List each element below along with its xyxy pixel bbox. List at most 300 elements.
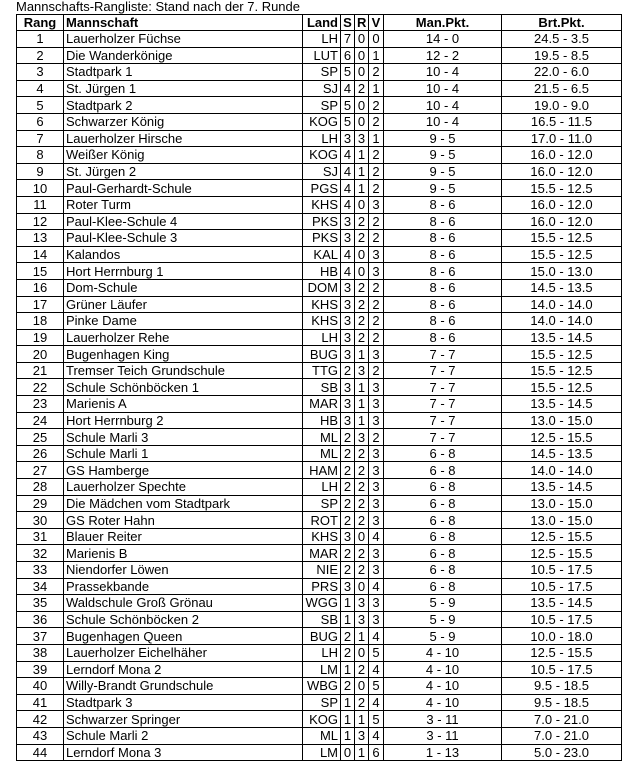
- board-points-cell: 13.5 - 14.5: [502, 595, 622, 612]
- losses-cell: 3: [369, 462, 384, 479]
- rank-cell: 15: [17, 263, 64, 280]
- team-name-cell: Roter Turm: [64, 196, 303, 213]
- match-points-cell: 6 - 8: [384, 495, 502, 512]
- land-code-cell: ML: [303, 727, 341, 744]
- losses-cell: 2: [369, 296, 384, 313]
- land-code-cell: LH: [303, 130, 341, 147]
- land-code-cell: LH: [303, 31, 341, 48]
- rank-cell: 43: [17, 727, 64, 744]
- board-points-cell: 10.5 - 17.5: [502, 562, 622, 579]
- wins-cell: 4: [341, 80, 355, 97]
- losses-cell: 3: [369, 512, 384, 529]
- header-row: [17, 15, 622, 31]
- draws-cell: 0: [355, 246, 369, 263]
- land-code-cell: TTG: [303, 362, 341, 379]
- losses-cell: 3: [369, 263, 384, 280]
- losses-cell: 1: [369, 80, 384, 97]
- draws-cell: 0: [355, 528, 369, 545]
- losses-cell: 4: [369, 727, 384, 744]
- wins-cell: 3: [341, 412, 355, 429]
- losses-cell: 1: [369, 47, 384, 64]
- table-row: [17, 246, 622, 263]
- wins-cell: 1: [341, 694, 355, 711]
- board-points-cell: 16.0 - 12.0: [502, 196, 622, 213]
- team-name-cell: Schwarzer Springer: [64, 711, 303, 728]
- draws-cell: 2: [355, 279, 369, 296]
- board-points-cell: 10.5 - 17.5: [502, 611, 622, 628]
- draws-cell: 2: [355, 313, 369, 330]
- draws-cell: 0: [355, 263, 369, 280]
- match-points-cell: 6 - 8: [384, 578, 502, 595]
- draws-cell: 0: [355, 47, 369, 64]
- team-name-cell: Stadtpark 3: [64, 694, 303, 711]
- match-points-cell: 3 - 11: [384, 727, 502, 744]
- table-row: [17, 263, 622, 280]
- rank-cell: 16: [17, 279, 64, 296]
- board-points-cell: 17.0 - 11.0: [502, 130, 622, 147]
- match-points-cell: 6 - 8: [384, 545, 502, 562]
- land-code-cell: HB: [303, 263, 341, 280]
- rank-cell: 30: [17, 512, 64, 529]
- rank-cell: 23: [17, 396, 64, 413]
- land-code-cell: SP: [303, 694, 341, 711]
- board-points-cell: 19.5 - 8.5: [502, 47, 622, 64]
- match-points-cell: 7 - 7: [384, 379, 502, 396]
- wins-cell: 1: [341, 661, 355, 678]
- draws-cell: 3: [355, 611, 369, 628]
- rank-cell: 37: [17, 628, 64, 645]
- losses-cell: 5: [369, 678, 384, 695]
- board-points-cell: 14.5 - 13.5: [502, 279, 622, 296]
- rank-cell: 21: [17, 362, 64, 379]
- draws-cell: 0: [355, 31, 369, 48]
- team-name-cell: GS Hamberge: [64, 462, 303, 479]
- draws-cell: 0: [355, 644, 369, 661]
- team-name-cell: GS Roter Hahn: [64, 512, 303, 529]
- draws-cell: 3: [355, 130, 369, 147]
- team-name-cell: Grüner Läufer: [64, 296, 303, 313]
- wins-cell: 3: [341, 578, 355, 595]
- wins-cell: 2: [341, 628, 355, 645]
- table-row: [17, 495, 622, 512]
- draws-cell: 0: [355, 97, 369, 114]
- losses-cell: 6: [369, 744, 384, 761]
- table-row: [17, 64, 622, 81]
- board-points-cell: 5.0 - 23.0: [502, 744, 622, 761]
- table-row: [17, 429, 622, 446]
- land-code-cell: SB: [303, 611, 341, 628]
- draws-cell: 1: [355, 180, 369, 197]
- match-points-cell: 6 - 8: [384, 562, 502, 579]
- header-brt-pkt: Brt.Pkt.: [502, 15, 622, 31]
- match-points-cell: 10 - 4: [384, 97, 502, 114]
- match-points-cell: 6 - 8: [384, 512, 502, 529]
- wins-cell: 2: [341, 678, 355, 695]
- board-points-cell: 16.0 - 12.0: [502, 213, 622, 230]
- wins-cell: 5: [341, 64, 355, 81]
- team-name-cell: St. Jürgen 2: [64, 163, 303, 180]
- table-row: [17, 512, 622, 529]
- rank-cell: 5: [17, 97, 64, 114]
- land-code-cell: BUG: [303, 628, 341, 645]
- rank-cell: 44: [17, 744, 64, 761]
- match-points-cell: 6 - 8: [384, 462, 502, 479]
- team-name-cell: Schule Marli 2: [64, 727, 303, 744]
- board-points-cell: 14.0 - 14.0: [502, 313, 622, 330]
- losses-cell: 0: [369, 31, 384, 48]
- table-row: [17, 562, 622, 579]
- match-points-cell: 7 - 7: [384, 346, 502, 363]
- board-points-cell: 15.5 - 12.5: [502, 379, 622, 396]
- wins-cell: 3: [341, 230, 355, 247]
- losses-cell: 2: [369, 163, 384, 180]
- board-points-cell: 10.5 - 17.5: [502, 661, 622, 678]
- team-name-cell: Die Mädchen vom Stadtpark: [64, 495, 303, 512]
- team-name-cell: Kalandos: [64, 246, 303, 263]
- losses-cell: 2: [369, 230, 384, 247]
- land-code-cell: SP: [303, 97, 341, 114]
- team-name-cell: Die Wanderkönige: [64, 47, 303, 64]
- rank-cell: 33: [17, 562, 64, 579]
- board-points-cell: 16.5 - 11.5: [502, 113, 622, 130]
- board-points-cell: 15.0 - 13.0: [502, 263, 622, 280]
- rank-cell: 12: [17, 213, 64, 230]
- team-name-cell: Bugenhagen King: [64, 346, 303, 363]
- land-code-cell: WGG: [303, 595, 341, 612]
- losses-cell: 3: [369, 246, 384, 263]
- board-points-cell: 9.5 - 18.5: [502, 678, 622, 695]
- wins-cell: 2: [341, 362, 355, 379]
- wins-cell: 3: [341, 213, 355, 230]
- header-s: S: [341, 15, 355, 31]
- team-name-cell: Weißer König: [64, 147, 303, 164]
- rank-cell: 29: [17, 495, 64, 512]
- table-row: [17, 694, 622, 711]
- rank-cell: 2: [17, 47, 64, 64]
- team-name-cell: Stadtpark 2: [64, 97, 303, 114]
- land-code-cell: SP: [303, 64, 341, 81]
- rank-cell: 31: [17, 528, 64, 545]
- table-row: [17, 97, 622, 114]
- table-row: [17, 213, 622, 230]
- draws-cell: 1: [355, 412, 369, 429]
- match-points-cell: 7 - 7: [384, 412, 502, 429]
- board-points-cell: 12.5 - 15.5: [502, 545, 622, 562]
- draws-cell: 2: [355, 80, 369, 97]
- losses-cell: 2: [369, 362, 384, 379]
- wins-cell: 1: [341, 595, 355, 612]
- land-code-cell: SB: [303, 379, 341, 396]
- wins-cell: 4: [341, 196, 355, 213]
- wins-cell: 0: [341, 744, 355, 761]
- losses-cell: 4: [369, 628, 384, 645]
- rank-cell: 14: [17, 246, 64, 263]
- draws-cell: 0: [355, 64, 369, 81]
- losses-cell: 2: [369, 329, 384, 346]
- board-points-cell: 13.5 - 14.5: [502, 396, 622, 413]
- rank-cell: 32: [17, 545, 64, 562]
- losses-cell: 3: [369, 445, 384, 462]
- rank-cell: 4: [17, 80, 64, 97]
- draws-cell: 2: [355, 661, 369, 678]
- losses-cell: 3: [369, 196, 384, 213]
- team-name-cell: Marienis A: [64, 396, 303, 413]
- table-row: [17, 230, 622, 247]
- match-points-cell: 10 - 4: [384, 80, 502, 97]
- wins-cell: 2: [341, 479, 355, 496]
- draws-cell: 3: [355, 362, 369, 379]
- rank-cell: 20: [17, 346, 64, 363]
- draws-cell: 0: [355, 678, 369, 695]
- land-code-cell: NIE: [303, 562, 341, 579]
- match-points-cell: 8 - 6: [384, 279, 502, 296]
- team-name-cell: Schule Marli 3: [64, 429, 303, 446]
- match-points-cell: 8 - 6: [384, 196, 502, 213]
- team-name-cell: Prassekbande: [64, 578, 303, 595]
- header-mannschaft: Mannschaft: [64, 15, 303, 31]
- board-points-cell: 14.0 - 14.0: [502, 462, 622, 479]
- land-code-cell: LH: [303, 644, 341, 661]
- match-points-cell: 9 - 5: [384, 180, 502, 197]
- match-points-cell: 3 - 11: [384, 711, 502, 728]
- wins-cell: 3: [341, 313, 355, 330]
- table-row: [17, 147, 622, 164]
- match-points-cell: 8 - 6: [384, 263, 502, 280]
- table-row: [17, 163, 622, 180]
- header-land: Land: [303, 15, 341, 31]
- draws-cell: 1: [355, 744, 369, 761]
- draws-cell: 0: [355, 578, 369, 595]
- rank-cell: 9: [17, 163, 64, 180]
- rank-cell: 18: [17, 313, 64, 330]
- match-points-cell: 6 - 8: [384, 445, 502, 462]
- wins-cell: 3: [341, 329, 355, 346]
- draws-cell: 2: [355, 495, 369, 512]
- draws-cell: 2: [355, 230, 369, 247]
- land-code-cell: LH: [303, 479, 341, 496]
- land-code-cell: MAR: [303, 545, 341, 562]
- land-code-cell: MAR: [303, 396, 341, 413]
- team-name-cell: Hort Herrnburg 2: [64, 412, 303, 429]
- match-points-cell: 12 - 2: [384, 47, 502, 64]
- losses-cell: 2: [369, 180, 384, 197]
- losses-cell: 3: [369, 412, 384, 429]
- rank-cell: 40: [17, 678, 64, 695]
- match-points-cell: 9 - 5: [384, 147, 502, 164]
- table-row: [17, 611, 622, 628]
- team-name-cell: Paul-Klee-Schule 4: [64, 213, 303, 230]
- header-man-pkt: Man.Pkt.: [384, 15, 502, 31]
- team-name-cell: Lauerholzer Hirsche: [64, 130, 303, 147]
- team-name-cell: Lauerholzer Eichelhäher: [64, 644, 303, 661]
- losses-cell: 3: [369, 562, 384, 579]
- draws-cell: 0: [355, 196, 369, 213]
- land-code-cell: WBG: [303, 678, 341, 695]
- table-row: [17, 578, 622, 595]
- rank-cell: 39: [17, 661, 64, 678]
- table-row: [17, 362, 622, 379]
- draws-cell: 2: [355, 445, 369, 462]
- losses-cell: 3: [369, 545, 384, 562]
- board-points-cell: 10.0 - 18.0: [502, 628, 622, 645]
- land-code-cell: SP: [303, 495, 341, 512]
- team-name-cell: Schule Schönböcken 2: [64, 611, 303, 628]
- draws-cell: 1: [355, 163, 369, 180]
- table-row: [17, 711, 622, 728]
- header-r: R: [355, 15, 369, 31]
- board-points-cell: 12.5 - 15.5: [502, 528, 622, 545]
- board-points-cell: 12.5 - 15.5: [502, 644, 622, 661]
- land-code-cell: DOM: [303, 279, 341, 296]
- team-name-cell: Schwarzer König: [64, 113, 303, 130]
- board-points-cell: 15.5 - 12.5: [502, 246, 622, 263]
- draws-cell: 1: [355, 379, 369, 396]
- wins-cell: 1: [341, 611, 355, 628]
- wins-cell: 6: [341, 47, 355, 64]
- team-name-cell: Paul-Gerhardt-Schule: [64, 180, 303, 197]
- land-code-cell: LM: [303, 661, 341, 678]
- board-points-cell: 16.0 - 12.0: [502, 163, 622, 180]
- rank-cell: 25: [17, 429, 64, 446]
- draws-cell: 2: [355, 562, 369, 579]
- draws-cell: 2: [355, 462, 369, 479]
- losses-cell: 2: [369, 279, 384, 296]
- match-points-cell: 8 - 6: [384, 313, 502, 330]
- board-points-cell: 13.0 - 15.0: [502, 495, 622, 512]
- wins-cell: 1: [341, 711, 355, 728]
- rank-cell: 6: [17, 113, 64, 130]
- table-row: [17, 346, 622, 363]
- table-row: [17, 744, 622, 761]
- board-points-cell: 14.5 - 13.5: [502, 445, 622, 462]
- rank-cell: 26: [17, 445, 64, 462]
- rank-cell: 13: [17, 230, 64, 247]
- board-points-cell: 13.0 - 15.0: [502, 512, 622, 529]
- board-points-cell: 9.5 - 18.5: [502, 694, 622, 711]
- rank-cell: 3: [17, 64, 64, 81]
- match-points-cell: 7 - 7: [384, 429, 502, 446]
- wins-cell: 2: [341, 429, 355, 446]
- table-row: [17, 113, 622, 130]
- match-points-cell: 4 - 10: [384, 694, 502, 711]
- land-code-cell: KOG: [303, 113, 341, 130]
- team-name-cell: Willy-Brandt Grundschule: [64, 678, 303, 695]
- match-points-cell: 4 - 10: [384, 678, 502, 695]
- board-points-cell: 15.5 - 12.5: [502, 230, 622, 247]
- team-name-cell: Blauer Reiter: [64, 528, 303, 545]
- land-code-cell: LUT: [303, 47, 341, 64]
- land-code-cell: KHS: [303, 196, 341, 213]
- match-points-cell: 5 - 9: [384, 628, 502, 645]
- draws-cell: 2: [355, 545, 369, 562]
- losses-cell: 4: [369, 578, 384, 595]
- table-row: [17, 47, 622, 64]
- draws-cell: 1: [355, 147, 369, 164]
- losses-cell: 2: [369, 313, 384, 330]
- losses-cell: 3: [369, 479, 384, 496]
- table-row: [17, 462, 622, 479]
- board-points-cell: 7.0 - 21.0: [502, 711, 622, 728]
- wins-cell: 4: [341, 246, 355, 263]
- team-name-cell: Pinke Dame: [64, 313, 303, 330]
- team-name-cell: Hort Herrnburg 1: [64, 263, 303, 280]
- land-code-cell: SJ: [303, 80, 341, 97]
- header-rang: Rang: [17, 15, 64, 31]
- wins-cell: 2: [341, 495, 355, 512]
- wins-cell: 4: [341, 263, 355, 280]
- match-points-cell: 10 - 4: [384, 64, 502, 81]
- losses-cell: 3: [369, 611, 384, 628]
- wins-cell: 2: [341, 562, 355, 579]
- match-points-cell: 5 - 9: [384, 611, 502, 628]
- match-points-cell: 10 - 4: [384, 113, 502, 130]
- team-name-cell: Schule Marli 1: [64, 445, 303, 462]
- table-row: [17, 130, 622, 147]
- board-points-cell: 19.0 - 9.0: [502, 97, 622, 114]
- match-points-cell: 6 - 8: [384, 479, 502, 496]
- board-points-cell: 15.5 - 12.5: [502, 346, 622, 363]
- land-code-cell: ROT: [303, 512, 341, 529]
- match-points-cell: 4 - 10: [384, 661, 502, 678]
- losses-cell: 5: [369, 711, 384, 728]
- team-name-cell: Tremser Teich Grundschule: [64, 362, 303, 379]
- board-points-cell: 13.5 - 14.5: [502, 329, 622, 346]
- table-row: [17, 445, 622, 462]
- draws-cell: 0: [355, 113, 369, 130]
- land-code-cell: KHS: [303, 528, 341, 545]
- table-row: [17, 628, 622, 645]
- match-points-cell: 8 - 6: [384, 296, 502, 313]
- land-code-cell: SJ: [303, 163, 341, 180]
- board-points-cell: 13.0 - 15.0: [502, 412, 622, 429]
- board-points-cell: 22.0 - 6.0: [502, 64, 622, 81]
- rank-cell: 27: [17, 462, 64, 479]
- land-code-cell: HB: [303, 412, 341, 429]
- losses-cell: 3: [369, 595, 384, 612]
- team-name-cell: Niendorfer Löwen: [64, 562, 303, 579]
- losses-cell: 2: [369, 97, 384, 114]
- rank-cell: 22: [17, 379, 64, 396]
- match-points-cell: 8 - 6: [384, 230, 502, 247]
- rank-cell: 24: [17, 412, 64, 429]
- team-name-cell: St. Jürgen 1: [64, 80, 303, 97]
- table-row: [17, 80, 622, 97]
- land-code-cell: KAL: [303, 246, 341, 263]
- wins-cell: 5: [341, 97, 355, 114]
- wins-cell: 3: [341, 346, 355, 363]
- board-points-cell: 15.5 - 12.5: [502, 362, 622, 379]
- draws-cell: 2: [355, 479, 369, 496]
- losses-cell: 3: [369, 379, 384, 396]
- draws-cell: 1: [355, 346, 369, 363]
- wins-cell: 3: [341, 279, 355, 296]
- wins-cell: 2: [341, 462, 355, 479]
- losses-cell: 2: [369, 113, 384, 130]
- match-points-cell: 9 - 5: [384, 163, 502, 180]
- ranking-table: [16, 14, 622, 761]
- team-name-cell: Lerndorf Mona 3: [64, 744, 303, 761]
- table-row: [17, 528, 622, 545]
- team-name-cell: Paul-Klee-Schule 3: [64, 230, 303, 247]
- table-row: [17, 396, 622, 413]
- draws-cell: 2: [355, 296, 369, 313]
- team-name-cell: Lauerholzer Rehe: [64, 329, 303, 346]
- losses-cell: 2: [369, 147, 384, 164]
- match-points-cell: 9 - 5: [384, 130, 502, 147]
- land-code-cell: ML: [303, 445, 341, 462]
- wins-cell: 3: [341, 296, 355, 313]
- losses-cell: 2: [369, 429, 384, 446]
